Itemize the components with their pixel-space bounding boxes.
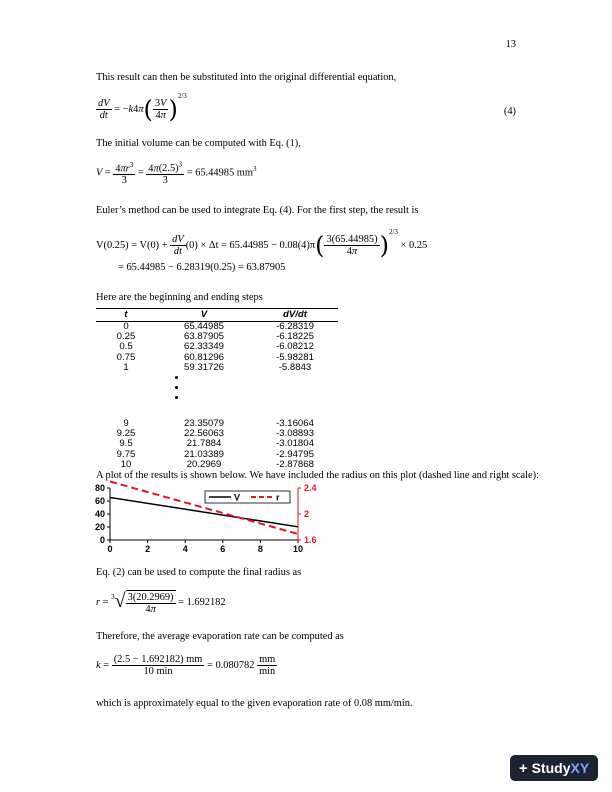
k-denominator: 10 min	[143, 666, 173, 677]
y2-tick-label: 2.4	[304, 483, 317, 493]
ellipsis-spacer-row	[96, 373, 338, 419]
table-row	[96, 363, 338, 373]
cell-t: 0	[123, 321, 129, 332]
ellipsis-dot	[175, 386, 178, 389]
series-line-r	[110, 482, 298, 535]
header-v: V	[156, 309, 252, 322]
studyxy-logo[interactable]	[510, 755, 598, 781]
table-header-row	[96, 309, 338, 322]
equation-4-label: (4)	[503, 106, 516, 117]
cell-dvdt: -6.18225	[276, 331, 314, 343]
cell-dvdt: -2.87868	[276, 458, 314, 470]
euler-lhs: V(0.25) = V(0) +	[96, 240, 168, 251]
k-numerator: (2.5 − 1.692182) mm	[113, 654, 203, 665]
x-tick-label: 2	[145, 544, 151, 554]
cell-v: 21.03389	[183, 448, 224, 460]
euler-tail: × 0.25	[400, 240, 428, 251]
cell-v: 62.33349	[183, 341, 224, 353]
legend-label-V: V	[234, 492, 241, 503]
cell-dvdt: -3.08893	[276, 428, 314, 440]
page-number: 13	[505, 39, 516, 50]
equation-initial-volume: V = $\frac{4\pi r^3}{3}$ = $\frac{4\pi(2.5)^3}{3}$ = 65.44985 $mm^3$	[96, 161, 257, 187]
cell-dvdt: -6.08212	[276, 341, 314, 353]
y-tick-label: 40	[94, 509, 105, 519]
results-chart	[80, 480, 340, 560]
cell-t: 9.5	[119, 438, 133, 450]
y2-tick-label: 2	[304, 509, 310, 519]
brand-name-study: Study	[531, 760, 571, 776]
cell-v: 20.2969	[186, 458, 222, 470]
cell-t: 0.25	[116, 331, 136, 343]
cell-v: 63.87905	[183, 331, 224, 343]
cell-v: 60.81296	[183, 351, 224, 363]
x-tick-label: 0	[107, 544, 113, 554]
k-unit-numerator: mm	[259, 654, 276, 665]
y-tick-label: 60	[94, 496, 105, 506]
x-tick-label: 8	[257, 544, 263, 554]
cell-dvdt: -3.01804	[276, 438, 314, 450]
radius-result: = 1.692182	[178, 597, 226, 608]
cell-dvdt: -2.94795	[276, 448, 314, 460]
x-tick-label: 6	[220, 544, 226, 554]
paragraph-3: Euler’s method can be used to integrate Eq. (4). For the first step, the result is	[96, 205, 419, 216]
cell-t: 1	[123, 361, 129, 373]
cell-v: 21.7884	[186, 438, 222, 450]
euler-step-line-1: V(0.25) = V(0) + $\frac{dV}{dt}$ (0) × Δt = 65.44985 − 0.08(4)π( $\frac{3(65.44985)}{4\pi}$ )$^{2/3}$ × 0.25	[96, 228, 428, 260]
y-tick-label: 80	[94, 483, 105, 493]
header-dvdt: dV/dt	[252, 309, 338, 322]
cell-v: 22.56063	[183, 428, 224, 440]
k-unit-denominator: min	[259, 666, 276, 677]
paragraph-1: This result can then be substituted into the original differential equation,	[96, 72, 397, 83]
cell-v: 65.44985	[183, 321, 224, 332]
paragraph-8: which is approximately equal to the given evaporation rate of 0.08 mm/min.	[96, 698, 413, 709]
cell-t: 9	[123, 418, 129, 430]
euler-step-line-2: = 65.44985 − 6.28319(0.25) = 63.87905	[118, 262, 286, 273]
paragraph-6: Eq. (2) can be used to compute the final radius as	[96, 567, 302, 578]
y2-tick-label: 1.6	[304, 535, 317, 545]
cell-t: 10	[120, 458, 132, 470]
cell-dvdt: -5.8843	[278, 361, 312, 373]
table-row	[96, 460, 338, 470]
equation-4: $\frac{dV}{dt}$ = −k4π( $\frac{3V}{4\pi}$ )$^{2/3}$	[98, 92, 187, 124]
equation-final-radius: r = $^3$√ $\frac{3(20.2969)}{4\pi}$ = 1.692182	[96, 590, 226, 616]
results-table	[96, 308, 338, 470]
paragraph-2: The initial volume can be computed with Eq. (1),	[96, 138, 301, 149]
cell-v: 59.31726	[183, 361, 224, 373]
header-t: t	[96, 309, 156, 322]
y-tick-label: 20	[94, 522, 105, 532]
paragraph-4: Here are the beginning and ending steps	[96, 292, 263, 303]
k-result: = 0.080782	[207, 659, 255, 671]
ellipsis-dot	[175, 396, 178, 399]
cell-v: 23.35079	[183, 418, 224, 430]
cell-t: 0.5	[119, 341, 133, 353]
x-tick-label: 4	[182, 544, 188, 554]
cell-t: 9.25	[116, 428, 136, 440]
x-tick-label: 10	[292, 544, 304, 554]
cell-t: 0.75	[116, 351, 136, 363]
cell-t: 9.75	[116, 448, 136, 460]
initial-volume-result: = 65.44985 mm	[186, 167, 253, 179]
y-tick-label: 0	[99, 535, 105, 545]
radius-frac-numerator: 3(20.2969)	[127, 592, 174, 604]
equation-evaporation-rate: k = $\frac{(2.5 - 1.692182) mm}{10 \min}$ = 0.080782 $\frac{mm}{\min}$	[96, 654, 276, 677]
euler-frac-numerator: 3(65.44985)	[326, 234, 378, 246]
paragraph-5: A plot of the results is shown below. We have included the radius on this plot (dashed line and right scale):	[96, 470, 539, 481]
paragraph-7: Therefore, the average evaporation rate can be computed as	[96, 631, 344, 642]
legend-label-r: r	[276, 492, 280, 503]
brand-name-xy: XY	[570, 760, 590, 776]
cell-dvdt: -3.16064	[276, 418, 314, 430]
ellipsis-dot	[175, 376, 178, 379]
plus-icon: +	[518, 759, 528, 777]
cell-dvdt: -5.98281	[276, 351, 314, 363]
euler-middle: (0) × Δt = 65.44985 − 0.08(4)π	[185, 240, 316, 251]
cell-dvdt: -6.28319	[276, 321, 314, 332]
